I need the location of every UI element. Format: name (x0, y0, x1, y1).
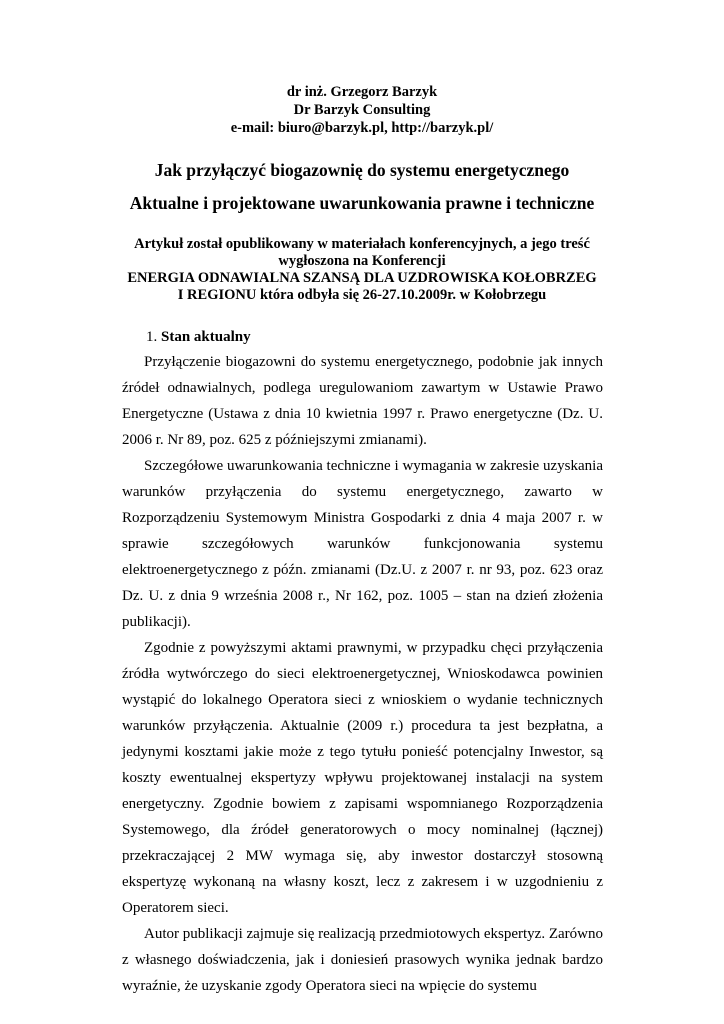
publication-note-line: Artykuł został opublikowany w materiałach konferencyjnych, a jego treść (134, 236, 590, 252)
company-name: Dr Barzyk Consulting (293, 102, 431, 118)
document-subtitle: Aktualne i projektowane uwarunkowania prawne i techniczne (129, 193, 595, 213)
author-header (0, 83, 724, 137)
section-title: Stan aktualny (161, 329, 251, 345)
paragraph: Zgodnie z powyższymi aktami prawnymi, w przypadku chęci przyłączenia źródła wytwórczego do sieci elektroenergetycznej, Wnioskodawca powinien wystąpić do lokalnego Operatora sieci z wnioskiem o wydanie technicznych warunków przyłączenia. Aktualnie (2009 r.) procedura ta jest bezpłatna, a jedynymi kosztami jakie może z tego tytułu ponieść potencjalny Inwestor, są koszty ewentualnej ekspertyzy wpływu projektowanej instalacji na system energetyczny. Zgodnie bowiem z zapisami wspomnianego Rozporządzenia Systemowego, dla źródeł generatorowych o mocy nominalnej (łącznej) przekraczającej 2 MW wymaga się, aby inwestor dostarczył stosowną ekspertyzę wykonaną na własny koszt, lecz z zakresem i w uzgodnieniu z Operatorem sieci. (122, 640, 603, 916)
paragraph: Przyłączenie biogazowni do systemu energetycznego, podobnie jak innych źródeł odnawialnych, podlega uregulowaniom zawartym w Ustawie Prawo Energetyczne (Ustawa z dnia 10 kwietnia 1997 r. Prawo energetyczne (Dz. U. 2006 r. Nr 89, poz. 625 z późniejszymi zmianami). (122, 354, 603, 448)
body-text (122, 349, 603, 999)
conference-name: ENERGIA ODNAWIALNA SZANSĄ DLA UZDROWISKA KOŁOBRZEG (127, 270, 597, 286)
section-heading (146, 327, 251, 347)
section-number: 1. (146, 329, 158, 345)
publication-note (0, 236, 724, 304)
author-name: dr inż. Grzegorz Barzyk (286, 84, 438, 100)
contact-info: e-mail: biuro@barzyk.pl, http://barzyk.pl/ (230, 120, 494, 136)
paragraph: Szczegółowe uwarunkowania techniczne i wymagania w zakresie uzyskania warunków przyłączenia do systemu energetycznego, zawarto w Rozporządzeniu Systemowym Ministra Gospodarki z dnia 4 maja 2007 r. w sprawie szczegółowych warunków funkcjonowania systemu elektroenergetycznego z późn. zmianami (Dz.U. z 2007 r. nr 93, poz. 623 oraz Dz. U. z dnia 9 września 2008 r., Nr 162, poz. 1005 – stan na dzień złożenia publikacji). (122, 458, 603, 630)
paragraph: Autor publikacji zajmuje się realizacją przedmiotowych ekspertyz. Zarówno z własnego doświadczenia, jak i doniesień prasowych wynika jednak bardzo wyraźnie, że uzyskanie zgody Operatora sieci na wpięcie do systemu (122, 926, 603, 994)
document-title: Jak przyłączyć biogazownię do systemu energetycznego (154, 160, 570, 180)
conference-details: I REGIONU która odbyła się 26-27.10.2009r. w Kołobrzegu (177, 287, 547, 303)
publication-note-line: wygłoszona na Konferencji (278, 253, 446, 269)
